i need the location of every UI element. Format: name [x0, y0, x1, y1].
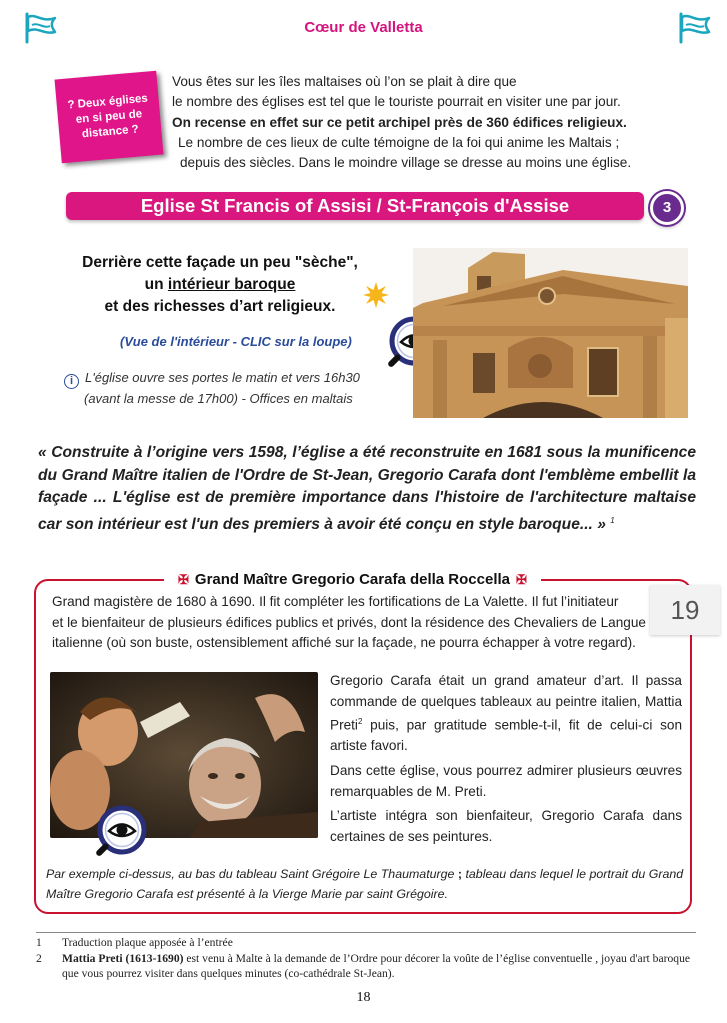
maltese-cross-icon: ✠ [178, 572, 189, 587]
tagline-line: Derrière cette façade un peu "sèche", [82, 254, 358, 271]
intro-line: Vous êtes sur les îles maltaises où l’on se plait à dire que [172, 74, 517, 89]
footnote [36, 951, 696, 982]
church-facade-photo [413, 248, 688, 418]
intro-paragraph [172, 72, 662, 173]
bio-line: italienne (où son buste, ostensiblement affiché sur la façade, ne pourra échapper à votre regard). [52, 635, 636, 650]
caption-text: Par exemple ci-dessus, au bas du tableau Saint Grégoire Le Thaumaturge [46, 867, 458, 881]
info-line-2: (avant la messe de 17h00) - Offices en maltais [84, 391, 353, 406]
question-box: ? Deux églises en si peu de distance ? [55, 71, 164, 164]
section-title-banner: Eglise St Francis of Assisi / St-François d'Assise [66, 192, 644, 220]
footnote-text [62, 951, 696, 982]
intro-line: le nombre des églises est tel que le touriste pourrait en visiter une par jour. [172, 94, 621, 110]
intro-line: On recense en effet sur ce petit archipel près de 360 édifices religieux. [172, 114, 627, 130]
carafa-paragraph-1 [330, 671, 682, 757]
section-number-badge: 3 [650, 191, 684, 225]
tagline-prefix: un [144, 276, 168, 293]
bio-line: et le bienfaiteur de plusieurs édifices publics et privés, dont la résidence des Chevaliers de Langue [52, 614, 646, 630]
caption-semicolon: ; [457, 867, 463, 881]
footnote-bold: Mattia Preti (1613-1690) [62, 951, 184, 965]
painting-caption [46, 864, 686, 904]
grand-master-bio [52, 592, 672, 654]
carafa-paragraph-3: L’artiste intégra son bienfaiteur, Gregorio Carafa dans certaines de ses peintures. [330, 808, 682, 844]
intro-line: Le nombre de ces lieux de culte témoigne de la foi qui anime les Maltais ; [178, 134, 620, 150]
frame-title-text: Grand Maître Gregorio Carafa della Roccella [194, 571, 511, 588]
footnote-number: 2 [36, 951, 42, 965]
quote-text: « Construite à l’origine vers 1598, l’église a été reconstruite en 1681 sous la munificence du Grand Maître italien de l'Ordre de St-Jean, Gregorio Carafa dont l'emblème embellit la façade ... L'église est de première importance dans l'histoire de l'architecture maltaise car son intérieur est l'un des premiers à avoir été conçu en style baroque... » [38, 444, 696, 533]
footnote-body: Traduction plaque apposée à l’entrée [62, 936, 233, 949]
page-number: 18 [356, 990, 371, 1005]
caption-text-end: tableau dans lequel le portrait du Grand Maître Gregorio Carafa est présenté à la Vierge Marie par saint Grégoire. [46, 867, 684, 901]
grand-master-title [164, 571, 541, 588]
carafa-paragraph-2: Dans cette église, vous pourrez admirer plusieurs œuvres remarquables de M. Preti. [330, 762, 682, 799]
footnote-number: 1 [36, 936, 42, 949]
carafa-p1-text: Gregorio Carafa était un grand amateur d’art. Il passa commande de quelques tableaux au peintre italien, Mattia Preti [330, 673, 682, 733]
footnote-text [62, 935, 233, 951]
footnote-ref: 2 [357, 717, 363, 727]
historical-quote [38, 442, 696, 536]
tagline-line: et des richesses d’art religieux. [104, 298, 336, 315]
footnote-ref: 1 [610, 515, 615, 525]
preti-painting-detail [50, 672, 318, 838]
tagline-line [60, 274, 380, 296]
page-header-title: Cœur de Valletta [304, 19, 423, 36]
interior-view-link[interactable]: (Vue de l'intérieur - CLIC sur la loupe) [120, 334, 352, 349]
maltese-cross-icon: ✠ [516, 572, 527, 587]
footnote-body: est venu à Malte à la demande de l’Ordre pour décorer la voûte de l’église conventuelle , joyau d'art baroque que vous pourrez visiter dans quelques minutes (co-cathédrale St-Jean). [62, 951, 691, 980]
carafa-text [330, 671, 682, 851]
info-line-1: L'église ouvre ses portes le matin et vers 16h30 [85, 370, 360, 385]
opening-hours-info [64, 368, 360, 408]
page-badge[interactable]: 19 [650, 585, 720, 635]
tagline-underlined: intérieur baroque [167, 276, 296, 293]
church-tagline [60, 252, 380, 318]
footnotes [36, 932, 696, 982]
intro-line: depuis des siècles. Dans le moindre village se dresse au moins une église. [180, 155, 632, 171]
bio-line: Grand magistère de 1680 à 1690. Il fit compléter les fortifications de La Valette. Il fut l’initiateur [52, 594, 619, 609]
carafa-p1-text-end: puis, par gratitude semble-t-il, fit de celui-ci son artiste favori. [330, 717, 682, 754]
info-icon: i [64, 374, 79, 389]
magnifier-eye-icon[interactable] [92, 804, 148, 860]
footnote [36, 935, 696, 951]
star-icon [362, 281, 390, 309]
